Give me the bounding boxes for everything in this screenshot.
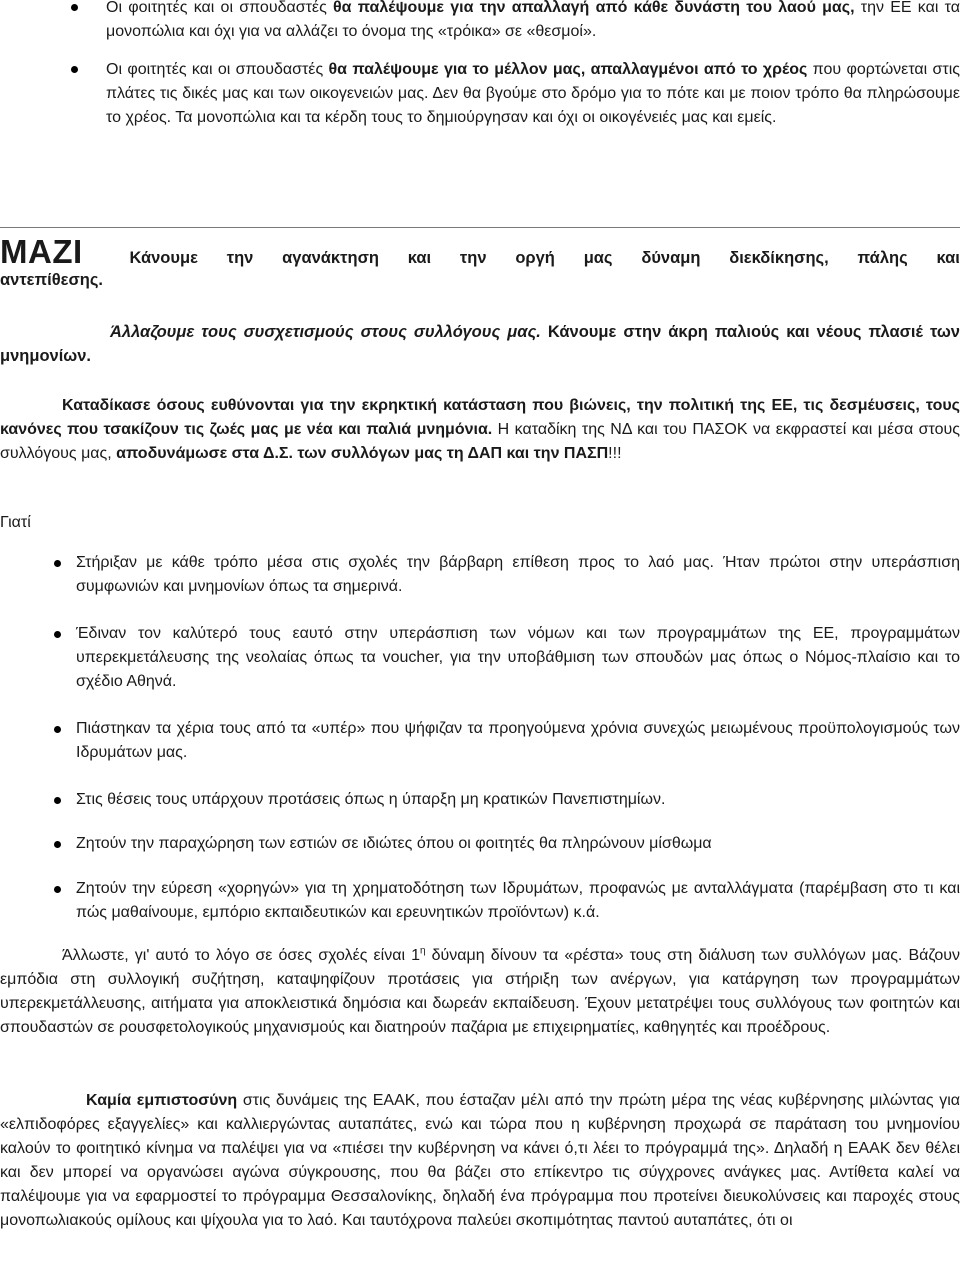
bullet-dot-icon [54,560,61,567]
bullet-text: Ζητούν την παραχώρηση των εστιών σε ιδιώτες όπου οι φοιτητές θα πληρώνουν μίσθωμα [76,835,712,852]
bullet-dot-icon [54,797,61,804]
giati-text: Γιατί [0,514,31,531]
bullet-dot-icon [71,4,78,11]
allazoume-paragraph [0,320,960,368]
mazi-word-run: και [407,249,432,267]
bullet-dot-icon [71,66,78,73]
bold-run: Καμία εμπιστοσύνη [86,1092,238,1109]
list-item [0,788,960,812]
bullet-text: Στις θέσεις τους υπάρχουν προτάσεις όπως η ύπαρξη μη κρατικών Πανεπιστημίων. [76,791,666,808]
mazi-word: ΜΑΖΙ [0,233,83,270]
text-run: στις δυνάμεις της ΕΑΑΚ, που έσταζαν μέλι από την πρώτη μέρα της νέας κυβέρνησης μιλώντας για «ελπιδοφόρες εξαγγελίες» και καλλιεργώντας αυταπάτες, ενώ και τώρα που η κυβέρνηση προχωρά σε παράταση του μνημονίου καλούν το φοιτητικό κίνημα να παλέψει για να «πιέσει την κυβέρνηση να κάνει ό,τι λέει το πρόγραμμά της». Δηλαδή η ΕΑΑΚ δεν θέλει και δεν μπορεί να οργανώσει αγώνα σύγκρουσης, που θα βάζει στο επίκεντρο τις σύγχρονες ανάγκες μας. Αντίθετα καλεί να παλέψουμε για να εφαρμοστεί το πρόγραμμα Θεσσαλονίκης, δηλαδή ένα πρόγραμμα που προτείνει διευκολύνσεις και παροχές στους μονοπωλιακούς ομίλους και ψίχουλα για το λαό. Και ταυτόχρονα παλεύει σκοπιμότητας παντού αυταπάτες, ότι οι [0,1092,960,1229]
text-run: Η καταδίκη της ΝΔ και του ΠΑΣΟΚ να εκφραστεί και μέσα στους συλλόγους μας, [0,421,960,462]
bold-run: θα παλέψουμε για το μέλλον μας, απαλλαγμένοι από το χρέος [328,61,808,78]
bullet-dot-icon [54,841,61,848]
superscript: η [420,945,426,957]
bullet-dot-icon [54,886,61,893]
list-item [0,622,960,694]
katadikase-paragraph [0,394,960,466]
text-run: Οι φοιτητές και οι σπουδαστές [106,0,334,16]
text-run: Άλλωστε, γι' αυτό το λόγο σε όσες σχολές είναι 1 [62,947,421,964]
mazi-word-run: οργή [515,249,555,267]
giati-bullet-list [0,551,960,925]
list-item [0,551,960,599]
bullet-text [106,58,960,130]
allwste-paragraph [0,944,960,1040]
bullet-dot-icon [54,631,61,638]
bullet-text [106,0,960,44]
kamia-paragraph [0,1089,960,1233]
bullet-text: Στήριξαν με κάθε τρόπο μέσα στις σχολές την βάρβαρη επίθεση προς το λαό μας. Ήταν πρώτοι στην υπεράσπιση συμφωνιών και μνημονίων όπως τα σημερινά. [76,554,960,595]
bullet-text: Ζητούν την εύρεση «χορηγών» για τη χρηματοδότηση των Ιδρυμάτων, προφανώς με ανταλλάγματα (παρέμβαση στο τι και πώς μαθαίνουμε, εμπόριο εκπαιδευτικών και ερευνητικών προϊόντων) κ.ά. [76,880,960,921]
giati-heading [0,511,960,535]
mazi-heading [0,232,960,292]
list-item [0,717,960,765]
mazi-word-run: πάλης [857,249,908,267]
list-item [0,58,960,130]
text-run: δύναμη δίνουν τα «ρέστα» τους στη διάλυση των συλλόγων μας. Βάζουν εμπόδια στη συλλογική συζήτηση, καταψηφίζουν προτάσεις για στήριξη των ανέργων, για κατάργηση των προγραμμάτων υπερεκμετάλλευσης, αιτήματα για αποκλειστικά δημόσια και δωρεάν εκπαίδευση. Έχουν μετατρέψει τους συλλόγους των φοιτητών και σπουδαστών σε ρουσφετολογικούς μηχανισμούς και διατηρούν παζάρια με επιχειρηματίες, καθηγητές και προέδρους. [0,947,960,1036]
mazi-word-run: την [459,249,487,267]
mazi-word-run: Κάνουμε [129,249,198,267]
bold-run: θα παλέψουμε για την απαλλαγή από κάθε δυνάστη του λαού μας, [333,0,855,16]
mazi-line-1 [0,232,960,272]
bold-run: αποδυνάμωσε στα Δ.Σ. των συλλόγων μας τη ΔΑΠ και την ΠΑΣΠ [116,445,609,462]
mazi-word-run: διεκδίκησης, [729,249,829,267]
text-run: που φορτώνεται στις πλάτες τις δικές μας και των οικογενειών μας. Δεν θα βγούμε στο δρόμο για το πότε και με ποιον τρόπο θα πληρώσουμε το χρέος. Τα μονοπώλια και τα κέρδη τους το δημιούργησαν και όχι οι οικογένειές μας και εμείς. [106,61,960,126]
mazi-word-run: μας [583,249,613,267]
horizontal-rule [0,227,960,228]
italic-run: Άλλαζουμε τους συσχετισμούς στους συλλόγους μας. [110,323,541,341]
bullet-dot-icon [54,726,61,733]
list-item [0,877,960,925]
top-bullet-list [0,0,960,130]
bullet-text: Πιάστηκαν τα χέρια τους από τα «υπέρ» που ψήφιζαν τα προηγούμενα χρόνια συνεχώς μειωμένους προϋπολογισμούς των Ιδρυμάτων μας. [76,720,960,761]
mazi-line-2: αντεπίθεσης. [0,271,104,289]
bold-run: Κάνουμε στην άκρη παλιούς και νέους πλασιέ των μνημονίων. [0,323,960,365]
mazi-word-run: δύναμη [641,249,701,267]
bold-run: Καταδίκασε όσους ευθύνονται για την εκρηκτική κατάσταση που βιώνεις, την πολιτική της ΕΕ, τις δεσμέυσεις, τους κανόνες που τσακίζουν τις ζωές μας με νέα και παλιά μνημόνια. [0,397,960,438]
text-run: !!! [608,445,622,462]
mazi-word-run: και [936,249,960,267]
mazi-word-run: την [226,249,254,267]
list-item [0,0,960,44]
text-run: την ΕΕ και τα μονοπώλια και όχι για να αλλάζει το όνομα της «τρόικα» σε «θεσμοί». [106,0,960,40]
bullet-text: Έδιναν τον καλύτερό τους εαυτό στην υπεράσπιση των νόμων και των προγραμμάτων της ΕΕ, προγραμμάτων υπερεκμετάλευσης της νεολαίας όπως τα voucher, για την υποβάθμιση των σπουδών μας όπως ο Νόμος-πλαίσιο και το σχέδιο Αθηνά. [76,625,960,690]
list-item [0,832,960,856]
mazi-word-run: αγανάκτηση [282,249,379,267]
text-run: Οι φοιτητές και οι σπουδαστές [106,61,329,78]
